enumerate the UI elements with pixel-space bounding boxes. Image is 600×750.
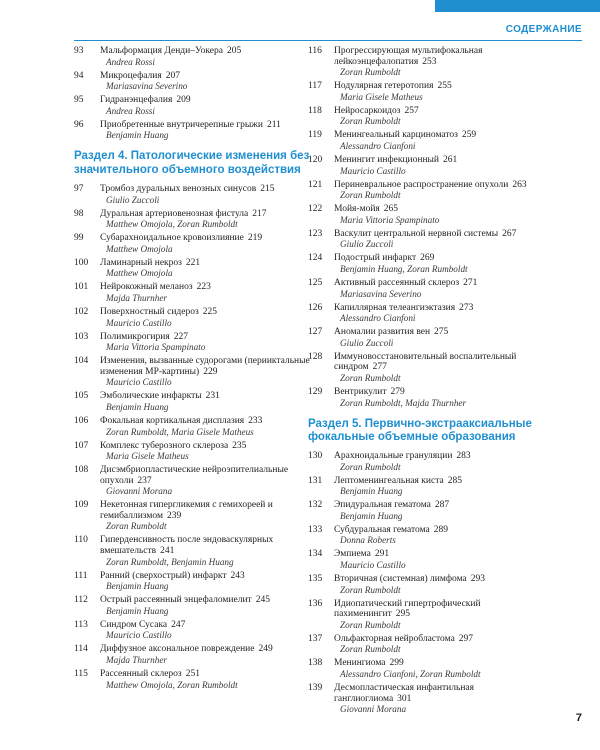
toc-entry-title-line xyxy=(100,669,312,680)
toc-entry-author: Giulio Zuccoli xyxy=(106,194,160,205)
toc-entry-author: Matthew Omojola xyxy=(106,243,173,254)
toc-entry-title-line xyxy=(334,204,546,215)
toc-entry-number: 117 xyxy=(308,81,322,92)
toc-entry-number: 122 xyxy=(308,204,323,215)
toc-entry-author: Alessandro Cianfoni, Zoran Rumboldt xyxy=(340,669,481,680)
toc-entry-title-line xyxy=(100,332,312,343)
toc-entry-title: Полимикрогирия xyxy=(100,331,170,342)
toc-entry-author: Donna Roberts xyxy=(340,535,396,546)
toc-entry-author: Benjamin Huang, Zoran Rumboldt xyxy=(340,263,468,274)
toc-entry[interactable] xyxy=(308,204,546,225)
toc-entry-title-line xyxy=(100,282,312,293)
toc-entry-title: Подострый инфаркт xyxy=(334,253,417,264)
toc-entry-title-line xyxy=(334,658,546,669)
toc-entry-title: Ламинарный некроз xyxy=(100,257,182,268)
toc-entry-page: 223 xyxy=(196,282,211,293)
toc-entry-number: 103 xyxy=(74,331,89,342)
toc-entry-number: 101 xyxy=(74,282,89,293)
toc-entry-number: 111 xyxy=(74,570,88,581)
toc-entry-title-line xyxy=(100,620,312,631)
toc-entry[interactable] xyxy=(308,303,546,324)
toc-entry-author: Benjamin Huang xyxy=(340,510,403,521)
toc-entry-title: Изменения, вызванные судорогами (перииктальные изменения МР-картины) xyxy=(100,356,310,377)
toc-entry[interactable] xyxy=(308,180,546,201)
toc-entry[interactable] xyxy=(74,356,312,387)
toc-entry-page: 275 xyxy=(434,327,449,338)
toc-entry-title: Острый рассеянный энцефаломиелит xyxy=(100,595,252,606)
toc-entry-page: 297 xyxy=(458,633,474,644)
toc-entry-number: 123 xyxy=(308,228,323,239)
toc-entry-title-line xyxy=(100,95,312,106)
toc-entry-author: Zoran Rumboldt, Benjamin Huang xyxy=(106,556,234,567)
toc-entry[interactable] xyxy=(74,571,312,592)
toc-entry-author: Zoran Rumboldt xyxy=(340,644,401,655)
toc-entry-title-line xyxy=(334,81,546,92)
toc-entry-number: 138 xyxy=(308,658,323,669)
toc-entry-title-line xyxy=(334,476,546,487)
toc-entry[interactable] xyxy=(74,416,312,437)
toc-entry-page: 289 xyxy=(433,524,448,535)
toc-entries-section-5 xyxy=(308,451,546,714)
toc-entry-title: Поверхностный сидероз xyxy=(100,306,199,317)
toc-entry[interactable] xyxy=(308,81,546,102)
toc-entry[interactable] xyxy=(308,155,546,176)
toc-entry-page: 221 xyxy=(185,257,201,268)
toc-entry-title: Диффузное аксональное повреждение xyxy=(100,644,255,655)
toc-entry-number: 113 xyxy=(74,619,88,630)
toc-entry-page: 279 xyxy=(390,386,405,397)
toc-entry-title-line xyxy=(100,416,312,427)
toc-entry-number: 102 xyxy=(74,306,89,317)
toc-entry[interactable] xyxy=(308,451,546,472)
toc-entry-title: Вентрикулит xyxy=(334,386,387,397)
toc-entry-number: 106 xyxy=(74,415,89,426)
toc-entry[interactable] xyxy=(308,476,546,497)
toc-entry-number: 109 xyxy=(74,500,89,511)
toc-entry-title: Васкулит центральной нервной системы xyxy=(334,228,499,239)
toc-entry-title: Менингит инфекционный xyxy=(334,154,440,165)
toc-entry-page: 263 xyxy=(512,179,527,190)
toc-entry-page: 205 xyxy=(226,46,242,56)
toc-entry-title: Приобретенные внутричерепные грыжи xyxy=(100,119,263,130)
toc-entry[interactable] xyxy=(74,46,312,67)
toc-entry-number: 95 xyxy=(74,95,84,106)
toc-entry-number: 98 xyxy=(74,208,84,219)
toc-entry[interactable] xyxy=(74,620,312,641)
toc-entry[interactable] xyxy=(308,658,546,679)
toc-entry-title: Микроцефалия xyxy=(100,70,162,81)
toc-entry-page: 217 xyxy=(252,208,267,219)
toc-entry-author: Benjamin Huang xyxy=(106,401,169,412)
toc-entry-title-line xyxy=(334,549,546,560)
toc-entry-title-line xyxy=(334,180,546,191)
toc-column-left xyxy=(74,46,312,694)
toc-entry-title-line xyxy=(334,130,546,141)
toc-entry-page: 219 xyxy=(247,233,263,244)
toc-entry-number: 126 xyxy=(308,302,323,313)
toc-entry-author: Benjamin Huang xyxy=(106,605,169,616)
toc-entry[interactable] xyxy=(308,525,546,546)
toc-entry-page: 225 xyxy=(202,306,217,317)
toc-entry-title: Ранний (сверхострый) инфаркт xyxy=(100,570,227,581)
toc-entry[interactable] xyxy=(308,500,546,521)
toc-entry-title: Активный рассеянный склероз xyxy=(334,277,460,288)
toc-entry-page: 259 xyxy=(461,130,477,141)
toc-entry-author: Matthew Omojola, Zoran Rumboldt xyxy=(106,679,238,690)
toc-entry-title-line xyxy=(100,209,312,220)
toc-entry[interactable] xyxy=(74,282,312,303)
toc-entry-title: Дуральная артериовенозная фистула xyxy=(100,208,249,219)
toc-entry-page: 255 xyxy=(437,81,452,92)
toc-entry-page: 293 xyxy=(470,574,486,585)
toc-entry-author: Andrea Rossi xyxy=(106,105,155,116)
toc-entry-page: 261 xyxy=(443,154,458,165)
toc-entry-author: Alessandro Cianfoni xyxy=(340,140,416,151)
toc-entry[interactable] xyxy=(74,71,312,92)
section-heading-5: Раздел 5. Первично-экстрааксиальные фокальные объемные образования xyxy=(308,417,532,444)
toc-entry-page: 285 xyxy=(447,475,462,486)
toc-entry-title: Нейросаркоидоз xyxy=(334,105,401,116)
page-number: 7 xyxy=(575,712,582,724)
toc-entry-author: Mauricio Castillo xyxy=(340,165,406,176)
toc-entry-title: Эмболические инфаркты xyxy=(100,391,202,402)
toc-entry-number: 96 xyxy=(74,119,84,130)
toc-entry[interactable] xyxy=(308,574,546,595)
toc-column-right xyxy=(308,46,546,718)
toc-entry-title-line xyxy=(100,500,312,521)
toc-entry-title-line xyxy=(100,441,312,452)
toc-entry-page: 231 xyxy=(205,391,220,402)
toc-entry-title: Мойя-мойя xyxy=(334,204,380,215)
toc-entry[interactable] xyxy=(74,332,312,353)
toc-entry-page: 243 xyxy=(230,570,245,581)
toc-entry-number: 104 xyxy=(74,356,89,367)
toc-entry-title: Десмопластическая инфантильная ганглиоглиома xyxy=(334,683,475,704)
toc-entry-title-line xyxy=(334,253,546,264)
toc-entry-page: 239 xyxy=(167,510,182,521)
toc-entry-page: 269 xyxy=(420,253,435,264)
header-accent-bar xyxy=(435,0,600,12)
toc-entry-author: Zoran Rumboldt xyxy=(340,116,401,127)
toc-entry-author: Alessandro Cianfoni xyxy=(340,313,416,324)
toc-entry-page: 235 xyxy=(232,440,247,451)
toc-entry-title-line xyxy=(334,451,546,462)
toc-entry[interactable] xyxy=(308,352,546,383)
toc-entry-number: 110 xyxy=(74,535,88,546)
toc-entry-number: 99 xyxy=(74,233,84,244)
toc-entry-number: 124 xyxy=(308,253,323,264)
toc-entries-section-4 xyxy=(74,184,312,690)
toc-entry[interactable] xyxy=(74,500,312,531)
toc-entry-author: Giovanni Morana xyxy=(340,704,407,715)
toc-entry-number: 121 xyxy=(308,179,323,190)
toc-entry-number: 107 xyxy=(74,440,89,451)
toc-entry-title: Арахноидальные грануляции xyxy=(334,451,453,462)
toc-entry-author: Giulio Zuccoli xyxy=(340,337,394,348)
toc-entry-title-line xyxy=(334,278,546,289)
toc-entry-author: Mariasavina Severino xyxy=(106,81,188,92)
toc-entry-title: Нейрокожный меланоз xyxy=(100,282,193,293)
toc-entry-number: 129 xyxy=(308,386,323,397)
toc-entry[interactable] xyxy=(308,327,546,348)
toc-entry-title: Дисэмбриопластические нейроэпителиальные опухоли xyxy=(100,465,289,486)
toc-entry-page: 301 xyxy=(397,693,412,704)
toc-entry[interactable] xyxy=(308,683,546,714)
toc-entry-title-line xyxy=(334,500,546,511)
toc-entry-number: 120 xyxy=(308,154,323,165)
toc-entry[interactable] xyxy=(74,669,312,690)
toc-entry-number: 128 xyxy=(308,351,323,362)
toc-entry-number: 139 xyxy=(308,683,323,694)
toc-entry-title-line xyxy=(100,71,312,82)
toc-entry-title-line xyxy=(334,525,546,536)
toc-entry-title: Нодулярная гетеротопия xyxy=(334,81,434,92)
toc-entry-title-line xyxy=(100,356,312,377)
toc-entry-page: 215 xyxy=(260,183,275,194)
toc-entry-title: Субарахноидальное кровоизлияние xyxy=(100,233,244,244)
toc-entry[interactable] xyxy=(74,95,312,116)
toc-entry[interactable] xyxy=(308,130,546,151)
toc-entry-title-line xyxy=(100,46,312,57)
toc-entry-page: 265 xyxy=(383,204,399,215)
toc-entries-top-right xyxy=(308,46,546,408)
page-header-title: СОДЕРЖАНИЕ xyxy=(505,24,582,35)
toc-entry-title: Менингеальный карциноматоз xyxy=(334,130,458,141)
toc-entry-title: Иммуновосстановительный воспалительный синдром xyxy=(334,351,517,373)
toc-entry[interactable] xyxy=(308,278,546,299)
toc-entry-page: 273 xyxy=(459,302,474,313)
toc-entry-page: 283 xyxy=(456,451,471,462)
toc-entry-title-line xyxy=(100,644,312,655)
toc-entry[interactable] xyxy=(74,184,312,205)
toc-entry[interactable] xyxy=(74,120,312,141)
toc-entry-number: 134 xyxy=(308,549,323,560)
toc-entry[interactable] xyxy=(74,535,312,566)
toc-entry-page: 291 xyxy=(374,549,390,560)
toc-entry-number: 135 xyxy=(308,574,323,585)
toc-entry-number: 116 xyxy=(308,46,322,56)
toc-entry-title-line xyxy=(334,106,546,117)
toc-entry-author: Majda Thurnher xyxy=(106,655,167,666)
toc-entry[interactable] xyxy=(308,229,546,250)
toc-entry-author: Maria Vittoria Spampinato xyxy=(340,214,440,225)
toc-entry[interactable] xyxy=(308,106,546,127)
toc-entry-title: Тромбоз дуральных венозных синусов xyxy=(100,183,257,194)
toc-entry-title-line xyxy=(100,307,312,318)
toc-entry-title: Идиопатический гипертрофический пахименингит xyxy=(334,598,481,620)
toc-entry[interactable] xyxy=(308,634,546,655)
toc-entry-title: Гидранэнцефалия xyxy=(100,95,173,106)
toc-entry-title-line xyxy=(334,574,546,585)
toc-entry-title-line xyxy=(100,595,312,606)
toc-entry-title-line xyxy=(334,683,546,704)
toc-entry-page: 249 xyxy=(258,644,273,655)
toc-entry-title-line xyxy=(334,387,546,398)
toc-entry-author: Zoran Rumboldt xyxy=(340,190,401,201)
toc-entry-number: 133 xyxy=(308,524,323,535)
toc-entry-title: Эмпиема xyxy=(334,549,371,560)
section-heading-4: Раздел 4. Патологические изменения без значительного объемного воздействия xyxy=(74,150,310,177)
toc-entry-title: Синдром Сусака xyxy=(100,619,168,630)
toc-entry-number: 119 xyxy=(308,130,322,141)
toc-entry-author: Benjamin Huang xyxy=(106,581,169,592)
toc-entry-title: Капиллярная телеангиэктазия xyxy=(334,302,456,313)
toc-entry-title: Прогрессирующая мультифокальная лейкоэнцефалопатия xyxy=(334,46,483,67)
toc-entry[interactable] xyxy=(74,233,312,254)
toc-entry-title-line xyxy=(100,120,312,131)
toc-entry[interactable] xyxy=(308,253,546,274)
toc-entry-number: 131 xyxy=(308,475,323,486)
toc-entry-title: Лептоменингеальная киста xyxy=(334,475,444,486)
toc-entry-title-line xyxy=(100,233,312,244)
toc-entry-title-line xyxy=(334,634,546,645)
toc-entry-author: Mauricio Castillo xyxy=(106,377,172,388)
toc-entry-title: Вторичная (системная) лимфома xyxy=(334,574,467,585)
toc-entry-title-line xyxy=(334,229,546,240)
toc-entry-number: 94 xyxy=(74,70,84,81)
toc-entry[interactable] xyxy=(308,46,546,77)
toc-entry-title-line xyxy=(100,571,312,582)
toc-entry-page: 247 xyxy=(171,619,186,630)
toc-entry-title-line xyxy=(334,303,546,314)
toc-entry-author: Giulio Zuccoli xyxy=(340,239,394,250)
toc-entry-number: 100 xyxy=(74,257,89,268)
toc-entry-page: 253 xyxy=(422,56,437,67)
toc-entry-number: 108 xyxy=(74,465,89,476)
toc-entry-number: 136 xyxy=(308,598,323,609)
toc-entry[interactable] xyxy=(74,209,312,230)
toc-entry-number: 127 xyxy=(308,327,323,338)
toc-entry-author: Maria Vittoria Spampinato xyxy=(106,342,206,353)
toc-entry-author: Giovanni Morana xyxy=(106,486,173,497)
toc-entry-title-line xyxy=(100,184,312,195)
toc-entry-title-line xyxy=(334,352,546,373)
toc-entry[interactable] xyxy=(74,307,312,328)
header-rule xyxy=(74,40,582,41)
toc-entry-page: 271 xyxy=(463,277,478,288)
toc-entry-author: Mauricio Castillo xyxy=(106,317,172,328)
toc-entry-page: 233 xyxy=(248,415,263,426)
toc-entry-author: Maria Gisele Matheus xyxy=(340,91,423,102)
toc-entry-title: Некетонная гипергликемия с гемихореей и гемибаллизмом xyxy=(100,500,273,521)
toc-entry-number: 112 xyxy=(74,595,88,606)
toc-entry-author: Zoran Rumboldt xyxy=(340,619,401,630)
toc-entry-number: 93 xyxy=(74,46,84,56)
toc-entry-page: 287 xyxy=(434,500,450,511)
toc-entry-title-line xyxy=(100,535,312,556)
toc-entry-author: Benjamin Huang xyxy=(106,130,169,141)
toc-entry-author: Maria Gisele Matheus xyxy=(106,451,189,462)
toc-entry-author: Matthew Omojola, Zoran Rumboldt xyxy=(106,219,238,230)
toc-entry-author: Benjamin Huang xyxy=(340,486,403,497)
toc-entry-page: 229 xyxy=(203,366,218,377)
toc-entry-number: 125 xyxy=(308,277,323,288)
toc-entry-number: 114 xyxy=(74,644,88,655)
toc-entries-top-left xyxy=(74,46,312,140)
toc-entry-author: Mariasavina Severino xyxy=(340,288,422,299)
toc-entry[interactable] xyxy=(308,599,546,630)
toc-entry[interactable] xyxy=(308,549,546,570)
toc-entry-title-line xyxy=(100,391,312,402)
toc-entry-author: Zoran Rumboldt xyxy=(340,372,401,383)
toc-entry-page: 207 xyxy=(165,70,180,81)
toc-entry-page: 267 xyxy=(502,228,517,239)
toc-entry-title: Менингиома xyxy=(334,658,386,669)
toc-entry-page: 241 xyxy=(160,546,175,557)
toc-entry-title: Эпидуральная гематома xyxy=(334,500,431,511)
toc-entry-title-line xyxy=(100,465,312,486)
toc-entry-title-line xyxy=(100,258,312,269)
toc-entry-title-line xyxy=(334,46,546,67)
toc-entry-title: Ольфакторная нейробластома xyxy=(334,633,455,644)
toc-entry-number: 132 xyxy=(308,500,323,511)
toc-entry-number: 115 xyxy=(74,669,88,680)
toc-entry-author: Mauricio Castillo xyxy=(340,560,406,571)
toc-entry-author: Zoran Rumboldt, Maria Gisele Matheus xyxy=(106,426,254,437)
toc-entry-title: Рассеянный склероз xyxy=(100,669,182,680)
toc-entry[interactable] xyxy=(74,391,312,412)
toc-entry-number: 137 xyxy=(308,633,323,644)
toc-entry[interactable] xyxy=(74,441,312,462)
toc-entry-author: Zoran Rumboldt xyxy=(106,521,167,532)
toc-entry-author: Matthew Omojola xyxy=(106,268,173,279)
toc-entry-number: 97 xyxy=(74,183,84,194)
toc-entry[interactable] xyxy=(74,258,312,279)
toc-entry-page: 209 xyxy=(176,95,191,106)
toc-entry-title: Фокальная кортикальная дисплазия xyxy=(100,415,245,426)
toc-entry-title: Периневральное распространение опухоли xyxy=(334,179,509,190)
toc-entry-author: Andrea Rossi xyxy=(106,56,155,67)
toc-entry-number: 130 xyxy=(308,451,323,462)
toc-entry-page: 245 xyxy=(255,595,270,606)
toc-entry-number: 118 xyxy=(308,105,322,116)
toc-entry-author: Zoran Rumboldt, Majda Thurnher xyxy=(340,397,467,408)
toc-entry-title: Аномалии развития вен xyxy=(334,327,431,338)
toc-entry-author: Zoran Rumboldt xyxy=(340,584,401,595)
toc-entry-page: 237 xyxy=(137,475,152,486)
toc-entry[interactable] xyxy=(74,595,312,616)
toc-entry-author: Zoran Rumboldt xyxy=(340,461,401,472)
toc-entry-page: 277 xyxy=(372,362,387,373)
toc-entry-page: 299 xyxy=(389,658,404,669)
toc-entry-page: 227 xyxy=(173,331,188,342)
toc-entry[interactable] xyxy=(74,644,312,665)
toc-entry-page: 251 xyxy=(185,669,200,680)
toc-entry-author: Mauricio Castillo xyxy=(106,630,172,641)
toc-entry-page: 211 xyxy=(266,119,281,130)
toc-entry-title-line xyxy=(334,599,546,620)
toc-entry-title: Гиперденсивность после эндоваскулярных вмешательств xyxy=(100,535,274,557)
toc-entry-title: Комплекс туберозного склероза xyxy=(100,440,229,451)
toc-entry-page: 257 xyxy=(404,105,419,116)
toc-entry-title: Субдуральная гематома xyxy=(334,524,430,535)
toc-entry-title: Мальформация Денди–Уокера xyxy=(100,46,223,56)
toc-entry-author: Majda Thurnher xyxy=(106,292,167,303)
toc-entry-author: Zoran Rumboldt xyxy=(340,67,401,78)
toc-entry-number: 105 xyxy=(74,391,89,402)
toc-entry-title-line xyxy=(334,327,546,338)
toc-entry[interactable] xyxy=(308,387,546,408)
toc-entry[interactable] xyxy=(74,465,312,496)
toc-entry-title-line xyxy=(334,155,546,166)
toc-entry-page: 295 xyxy=(395,609,410,620)
